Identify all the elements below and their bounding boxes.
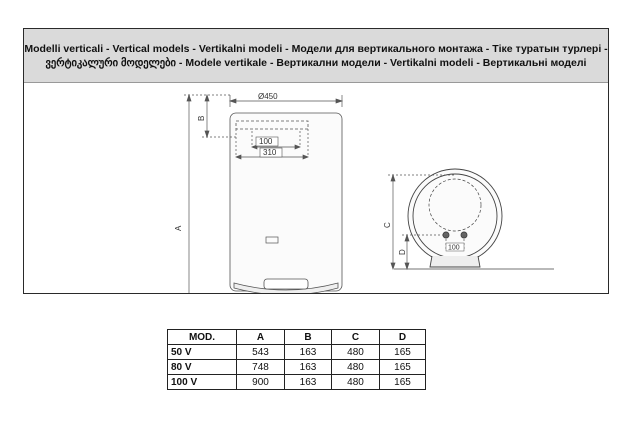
header-c: C: [332, 330, 380, 345]
front-view: [230, 113, 342, 293]
table-header-row: [168, 330, 426, 345]
cell-d: 165: [380, 345, 426, 360]
models-dimension-table: [167, 329, 426, 390]
cell-d: 165: [380, 360, 426, 375]
table-row: [168, 375, 426, 390]
cell-a: 900: [237, 375, 285, 390]
label-A: A: [174, 225, 183, 231]
diameter-dimension: [230, 95, 342, 107]
title-band: [24, 29, 608, 83]
title-line-1: Modelli verticali - Vertical models - Vertikalni modeli - Модели для вертикального монтажа - Тіке туратын турлері -: [24, 42, 608, 55]
cell-c: 480: [332, 360, 380, 375]
header-a: A: [237, 330, 285, 345]
cell-d: 165: [380, 375, 426, 390]
header-b: B: [285, 330, 332, 345]
cell-b: 163: [285, 375, 332, 390]
diagram-frame: [23, 28, 609, 294]
cell-b: 163: [285, 360, 332, 375]
table-row: [168, 345, 426, 360]
label-D: D: [398, 249, 407, 255]
label-B: B: [197, 115, 206, 121]
bottom-fitting: [264, 279, 308, 289]
cell-b: 163: [285, 345, 332, 360]
cell-model: 50 V: [168, 345, 237, 360]
heater-body: [230, 113, 342, 291]
header-mod: MOD.: [168, 330, 237, 345]
dimension-A: [184, 95, 232, 293]
cell-model: 100 V: [168, 375, 237, 390]
cell-a: 748: [237, 360, 285, 375]
cell-c: 480: [332, 375, 380, 390]
technical-drawing: [24, 83, 608, 293]
wall-bracket: [430, 256, 480, 267]
dim-100-side-label: 100: [448, 244, 460, 252]
cell-model: 80 V: [168, 360, 237, 375]
diameter-label: Ø450: [258, 92, 278, 101]
side-view: [394, 169, 554, 269]
cell-c: 480: [332, 345, 380, 360]
dim-310-label: 310: [263, 148, 277, 157]
header-d: D: [380, 330, 426, 345]
label-C: C: [383, 222, 392, 228]
title-line-2: ვერტიკალური მოდელები - Modele vertikale - Вертикални модели - Vertikalni modeli - Вертикальні моделі: [45, 56, 587, 69]
dim-100-label: 100: [259, 137, 273, 146]
cell-a: 543: [237, 345, 285, 360]
table-row: [168, 360, 426, 375]
